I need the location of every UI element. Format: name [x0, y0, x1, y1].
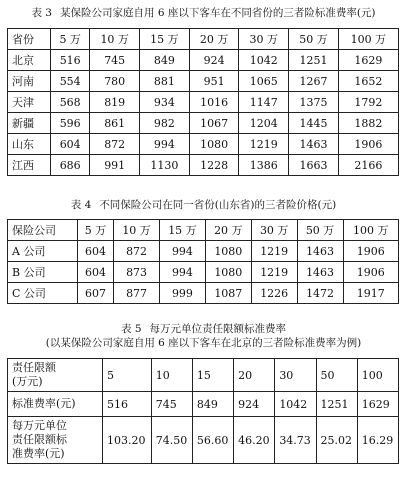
table4-caption-text: 不同保险公司在同一省份(山东省)的三者险价格(元): [99, 199, 337, 211]
table5-cell: 46.20: [234, 417, 275, 464]
table5: [7, 358, 399, 464]
table3-cell: 江西: [8, 155, 51, 176]
table3-cell: 872: [90, 134, 140, 155]
table3-cell: 596: [51, 113, 90, 134]
table5-row-label: 标准费率(元): [8, 392, 103, 417]
table3-cell: 1042: [239, 50, 289, 71]
table3-cell: 1228: [189, 155, 239, 176]
table3-header-cell: 10 万: [90, 29, 140, 50]
table3-caption: [0, 6, 407, 20]
table5-cell: 1251: [316, 392, 357, 417]
table4-cell: 1463: [297, 262, 343, 283]
table4-header-cell: 100 万: [343, 220, 399, 241]
table3-cell: 1792: [338, 92, 398, 113]
table4-header-cell: 50 万: [297, 220, 343, 241]
table5-cell: 516: [103, 392, 152, 417]
table4-cell: A 公司: [8, 241, 78, 262]
table4-header-cell: 保险公司: [8, 220, 78, 241]
table4-cell: 877: [114, 283, 160, 304]
table4-header-cell: 10 万: [114, 220, 160, 241]
table3-header-cell: 30 万: [239, 29, 289, 50]
table4-cell: 604: [77, 262, 113, 283]
table5-caption-text: 每万元单位责任限额标准费率: [149, 323, 287, 335]
table4-cell: 1219: [251, 241, 297, 262]
table4-row: [8, 241, 399, 262]
table4-header-cell: 20 万: [205, 220, 251, 241]
table3-row: [8, 92, 399, 113]
table4-caption-number: 表 4: [70, 199, 92, 211]
table3-cell: 1065: [239, 71, 289, 92]
table4-header-row: [8, 220, 399, 241]
table3-cell: 745: [90, 50, 140, 71]
table4-cell: 1906: [343, 241, 399, 262]
table3-cell: 2166: [338, 155, 398, 176]
table3-row: [8, 155, 399, 176]
table5-row-label-line: (万元): [12, 375, 43, 388]
table5-cell: 16.29: [357, 417, 398, 464]
table3-row: [8, 134, 399, 155]
table3-cell: 1663: [289, 155, 339, 176]
table3-cell: 516: [51, 50, 90, 71]
table3-cell: 1016: [189, 92, 239, 113]
table4: [7, 219, 399, 304]
table5-row-label: [8, 417, 103, 464]
table3-cell: 994: [140, 134, 190, 155]
table3-cell: 1882: [338, 113, 398, 134]
table5-row-label-line: 责任限额标: [12, 433, 67, 446]
table3-cell: 991: [90, 155, 140, 176]
table3-cell: 1204: [239, 113, 289, 134]
table3-cell: 780: [90, 71, 140, 92]
table3-row: [8, 71, 399, 92]
table3-caption-text: 某保险公司家庭自用 6 座以下客车在不同省份的三者险标准费率(元): [59, 7, 376, 19]
table3-cell: 686: [51, 155, 90, 176]
table3-cell: 1629: [338, 50, 398, 71]
table5-row-label-line: 每万元单位: [12, 419, 67, 432]
table5-cell: 20: [234, 359, 275, 392]
table4-header-cell: 5 万: [77, 220, 113, 241]
table3-header-cell: 20 万: [189, 29, 239, 50]
table5-row: [8, 392, 399, 417]
table3-cell: 819: [90, 92, 140, 113]
table3-row: [8, 113, 399, 134]
table3-cell: 1219: [239, 134, 289, 155]
table5-cell: 30: [275, 359, 316, 392]
table3-cell: 951: [189, 71, 239, 92]
table5-caption: [0, 322, 407, 336]
table4-cell: 994: [160, 241, 206, 262]
table3-cell: 北京: [8, 50, 51, 71]
table5-row-label-line: 责任限额: [12, 361, 56, 374]
table3-cell: 新疆: [8, 113, 51, 134]
table5-cell: 15: [192, 359, 233, 392]
table3-cell: 河南: [8, 71, 51, 92]
table5-row-label: [8, 359, 103, 392]
table3-cell: 924: [189, 50, 239, 71]
table5-caption-subtitle: (以某保险公司家庭自用 6 座以下客车在北京的三者险标准费率为例): [45, 337, 362, 349]
table5-cell: 1629: [357, 392, 398, 417]
table4-cell: 999: [160, 283, 206, 304]
table3-cell: 554: [51, 71, 90, 92]
table3-cell: 934: [140, 92, 190, 113]
table5-cell: 56.60: [192, 417, 233, 464]
table3-cell: 1652: [338, 71, 398, 92]
table3-cell: 1375: [289, 92, 339, 113]
table3-cell: 861: [90, 113, 140, 134]
table5-cell: 103.20: [103, 417, 152, 464]
table4-cell: 1080: [205, 241, 251, 262]
table3-cell: 1130: [140, 155, 190, 176]
table4-cell: 872: [114, 241, 160, 262]
table3-cell: 1386: [239, 155, 289, 176]
table4-cell: 1219: [251, 262, 297, 283]
table4-header-cell: 30 万: [251, 220, 297, 241]
table5-row: [8, 417, 399, 464]
table3-cell: 568: [51, 92, 90, 113]
table4-cell: 1917: [343, 283, 399, 304]
table3-cell: 849: [140, 50, 190, 71]
table5-cell: 34.73: [275, 417, 316, 464]
table5-cell: 745: [151, 392, 192, 417]
table3: [7, 28, 399, 176]
table4-row: [8, 262, 399, 283]
table4-cell: 607: [77, 283, 113, 304]
table3-header-cell: 5 万: [51, 29, 90, 50]
table3-cell: 1147: [239, 92, 289, 113]
table5-cell: 50: [316, 359, 357, 392]
table3-cell: 1251: [289, 50, 339, 71]
table5-cell: 10: [151, 359, 192, 392]
table3-header-cell: 50 万: [289, 29, 339, 50]
table4-cell: 1087: [205, 283, 251, 304]
table4-cell: B 公司: [8, 262, 78, 283]
table4-cell: 1906: [343, 262, 399, 283]
table4-cell: 1463: [297, 241, 343, 262]
table3-cell: 山东: [8, 134, 51, 155]
table3-cell: 1906: [338, 134, 398, 155]
table4-header-cell: 15 万: [160, 220, 206, 241]
table3-cell: 1445: [289, 113, 339, 134]
table5-caption-number: 表 5: [120, 323, 142, 335]
table5-cell: 25.02: [316, 417, 357, 464]
table5-cell: 74.50: [151, 417, 192, 464]
table4-row: [8, 283, 399, 304]
table3-cell: 1463: [289, 134, 339, 155]
table3-cell: 982: [140, 113, 190, 134]
table3-row: [8, 50, 399, 71]
table5-cell: 849: [192, 392, 233, 417]
table5-row: [8, 359, 399, 392]
table3-header-row: [8, 29, 399, 50]
table3-cell: 1067: [189, 113, 239, 134]
table5-cell: 5: [103, 359, 152, 392]
table3-cell: 604: [51, 134, 90, 155]
table3-header-cell: 15 万: [140, 29, 190, 50]
table5-row-label-line: 准费率(元): [12, 447, 65, 460]
table5-cell: 100: [357, 359, 398, 392]
table3-header-cell: 100 万: [338, 29, 398, 50]
table4-cell: 1472: [297, 283, 343, 304]
table3-cell: 1080: [189, 134, 239, 155]
table4-caption: [0, 198, 407, 212]
table4-cell: 604: [77, 241, 113, 262]
table3-caption-number: 表 3: [31, 7, 52, 19]
table4-cell: C 公司: [8, 283, 78, 304]
table4-cell: 1226: [251, 283, 297, 304]
table4-cell: 1080: [205, 262, 251, 283]
table4-cell: 994: [160, 262, 206, 283]
table3-cell: 881: [140, 71, 190, 92]
table5-cell: 1042: [275, 392, 316, 417]
table3-header-cell: 省份: [8, 29, 51, 50]
table3-cell: 天津: [8, 92, 51, 113]
table4-cell: 873: [114, 262, 160, 283]
table3-cell: 1267: [289, 71, 339, 92]
table5-cell: 924: [234, 392, 275, 417]
